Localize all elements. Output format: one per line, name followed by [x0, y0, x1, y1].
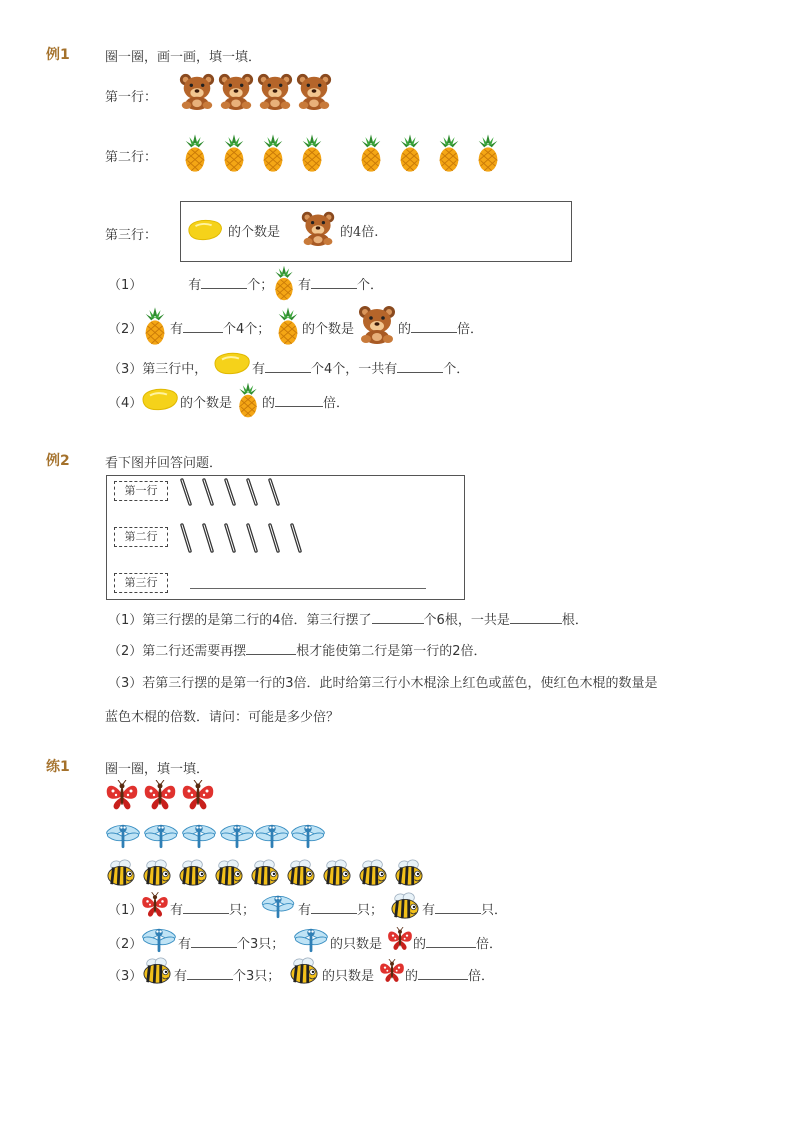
answer-blank[interactable] — [397, 360, 443, 373]
example1-instruction: 圈一圈，画一画，填一填． — [105, 50, 262, 65]
sticks-row3-label: 第三行 — [114, 573, 168, 593]
answer-blank[interactable] — [183, 901, 229, 914]
butterfly-icon — [140, 892, 170, 919]
answer-blank[interactable] — [183, 320, 223, 333]
row3-label: 第三行： — [105, 228, 158, 243]
row3-text-a: 的个数是 — [228, 225, 281, 240]
ex2-q3-line1: （3）若第三行摆的是第一行的3倍．此时给第三行小木棍涂上红色或蓝色，使红色木棍的数量是 — [108, 676, 658, 691]
example2-instruction: 看下图并回答问题． — [105, 456, 223, 471]
butterfly-icon — [378, 959, 406, 984]
mango-icon — [212, 350, 252, 377]
bear-icon — [217, 72, 255, 110]
pr1-q1-b: 有 只； — [170, 903, 256, 918]
pr1-q2-tail: 的 倍． — [413, 937, 503, 952]
pr1-q3-a: （3） — [108, 969, 143, 984]
ex2-q3-line2: 蓝色木棍的倍数．请问：可能是多少倍？ — [105, 710, 340, 725]
answer-blank[interactable] — [191, 935, 237, 948]
bee-icon — [104, 859, 138, 887]
ex1-q4-b: 的个数是 — [180, 396, 233, 411]
pineapple-icon — [235, 380, 261, 420]
dragonfly-icon — [253, 821, 291, 849]
pr1-q3-b: 有 个3只； — [174, 969, 281, 984]
ex2-q1: （1）第三行摆的是第二行的4倍．第三行摆了 个6根，一共是 根． — [108, 613, 588, 628]
row2-label: 第二行： — [105, 150, 158, 165]
answer-blank[interactable] — [187, 967, 233, 980]
ex1-q1-tail: 有 个． — [298, 278, 384, 293]
ex1-q2-a: （2） — [108, 322, 143, 337]
pr1-q3-tail: 的 倍． — [405, 969, 495, 984]
bee-icon — [388, 892, 422, 920]
bee-icon — [284, 859, 318, 887]
dragonfly-icon — [142, 821, 180, 849]
bee-icon — [212, 859, 246, 887]
pr1-q2-b: 有 个3只； — [178, 937, 285, 952]
butterfly-icon — [104, 780, 140, 812]
pr1-q1-a: （1） — [108, 903, 143, 918]
sticks-row1-label: 第一行 — [114, 481, 168, 501]
ex1-q3-a: （3）第三行中， — [108, 362, 208, 377]
example1-tag: 例1 — [46, 47, 70, 63]
sticks-row1 — [176, 474, 286, 510]
ex1-q2-mid: 有 个4个； — [170, 322, 271, 337]
butterfly-icon — [386, 927, 414, 952]
mango-icon — [140, 386, 180, 413]
pineapple-icon — [141, 305, 169, 347]
mango-icon — [186, 217, 224, 243]
bear-icon — [178, 72, 216, 110]
ex1-q2-d: 的个数是 — [302, 322, 355, 337]
answer-blank[interactable] — [435, 901, 481, 914]
ex1-q1: （1） 有 个； — [108, 278, 274, 293]
answer-blank[interactable] — [246, 642, 296, 655]
sticks-row2-label: 第二行 — [114, 527, 168, 547]
pr1-q2-a: （2） — [108, 937, 143, 952]
answer-blank[interactable] — [275, 394, 323, 407]
bee-icon — [176, 859, 210, 887]
answer-blank[interactable] — [510, 611, 562, 624]
dragonfly-icon — [104, 821, 142, 849]
answer-blank[interactable] — [418, 967, 468, 980]
dragonfly-icon — [140, 925, 178, 953]
pineapple-icon — [181, 132, 209, 174]
pineapple-icon — [474, 132, 502, 174]
example2-tag: 例2 — [46, 453, 70, 469]
answer-blank[interactable] — [311, 276, 357, 289]
bee-icon — [140, 859, 174, 887]
bee-icon — [392, 859, 426, 887]
row1-label: 第一行： — [105, 90, 158, 105]
bear-icon — [300, 210, 336, 246]
bee-icon — [320, 859, 354, 887]
pr1-q3-d: 的只数是 — [322, 969, 375, 984]
ex2-q2: （2）第二行还需要再摆 根才能使第二行是第一行的2倍． — [108, 644, 487, 659]
answer-blank[interactable] — [426, 935, 476, 948]
pr1-q1-f: 有 只． — [422, 903, 508, 918]
pineapple-icon — [435, 132, 463, 174]
ex1-q2-tail: 的 倍． — [398, 322, 484, 337]
bear-icon — [357, 304, 397, 344]
dragonfly-icon — [292, 925, 330, 953]
pr1-q1-d: 有 只； — [298, 903, 384, 918]
dragonfly-icon — [260, 892, 296, 919]
answer-blank[interactable] — [311, 901, 357, 914]
pineapple-icon — [220, 132, 248, 174]
answer-blank[interactable] — [265, 360, 311, 373]
ex1-q4-a: （4） — [108, 396, 143, 411]
pineapple-icon — [274, 305, 302, 347]
answer-blank[interactable] — [201, 276, 247, 289]
bear-icon — [256, 72, 294, 110]
ex1-q4-tail: 的 倍． — [262, 396, 350, 411]
row3-text-b: 的4倍. — [340, 225, 379, 240]
bee-icon — [140, 957, 174, 985]
pineapple-icon — [271, 264, 297, 302]
pineapple-icon — [357, 132, 385, 174]
answer-blank[interactable] — [411, 320, 457, 333]
answer-blank[interactable] — [372, 611, 424, 624]
sticks-row3-line — [190, 588, 426, 589]
pineapple-icon — [396, 132, 424, 174]
practice1-tag: 练1 — [46, 759, 70, 775]
dragonfly-icon — [289, 821, 327, 849]
bee-icon — [287, 957, 321, 985]
sticks-row2 — [176, 520, 310, 556]
ex1-q3-tail: 有 个4个，一共有 个． — [252, 362, 470, 377]
dragonfly-icon — [218, 821, 256, 849]
butterfly-icon — [142, 780, 178, 812]
bee-icon — [356, 859, 390, 887]
pineapple-icon — [259, 132, 287, 174]
bee-icon — [248, 859, 282, 887]
practice1-instruction: 圈一圈，填一填． — [105, 762, 210, 777]
pr1-q2-d: 的只数是 — [330, 937, 383, 952]
bear-icon — [295, 72, 333, 110]
butterfly-icon — [180, 780, 216, 812]
pineapple-icon — [298, 132, 326, 174]
dragonfly-icon — [180, 821, 218, 849]
